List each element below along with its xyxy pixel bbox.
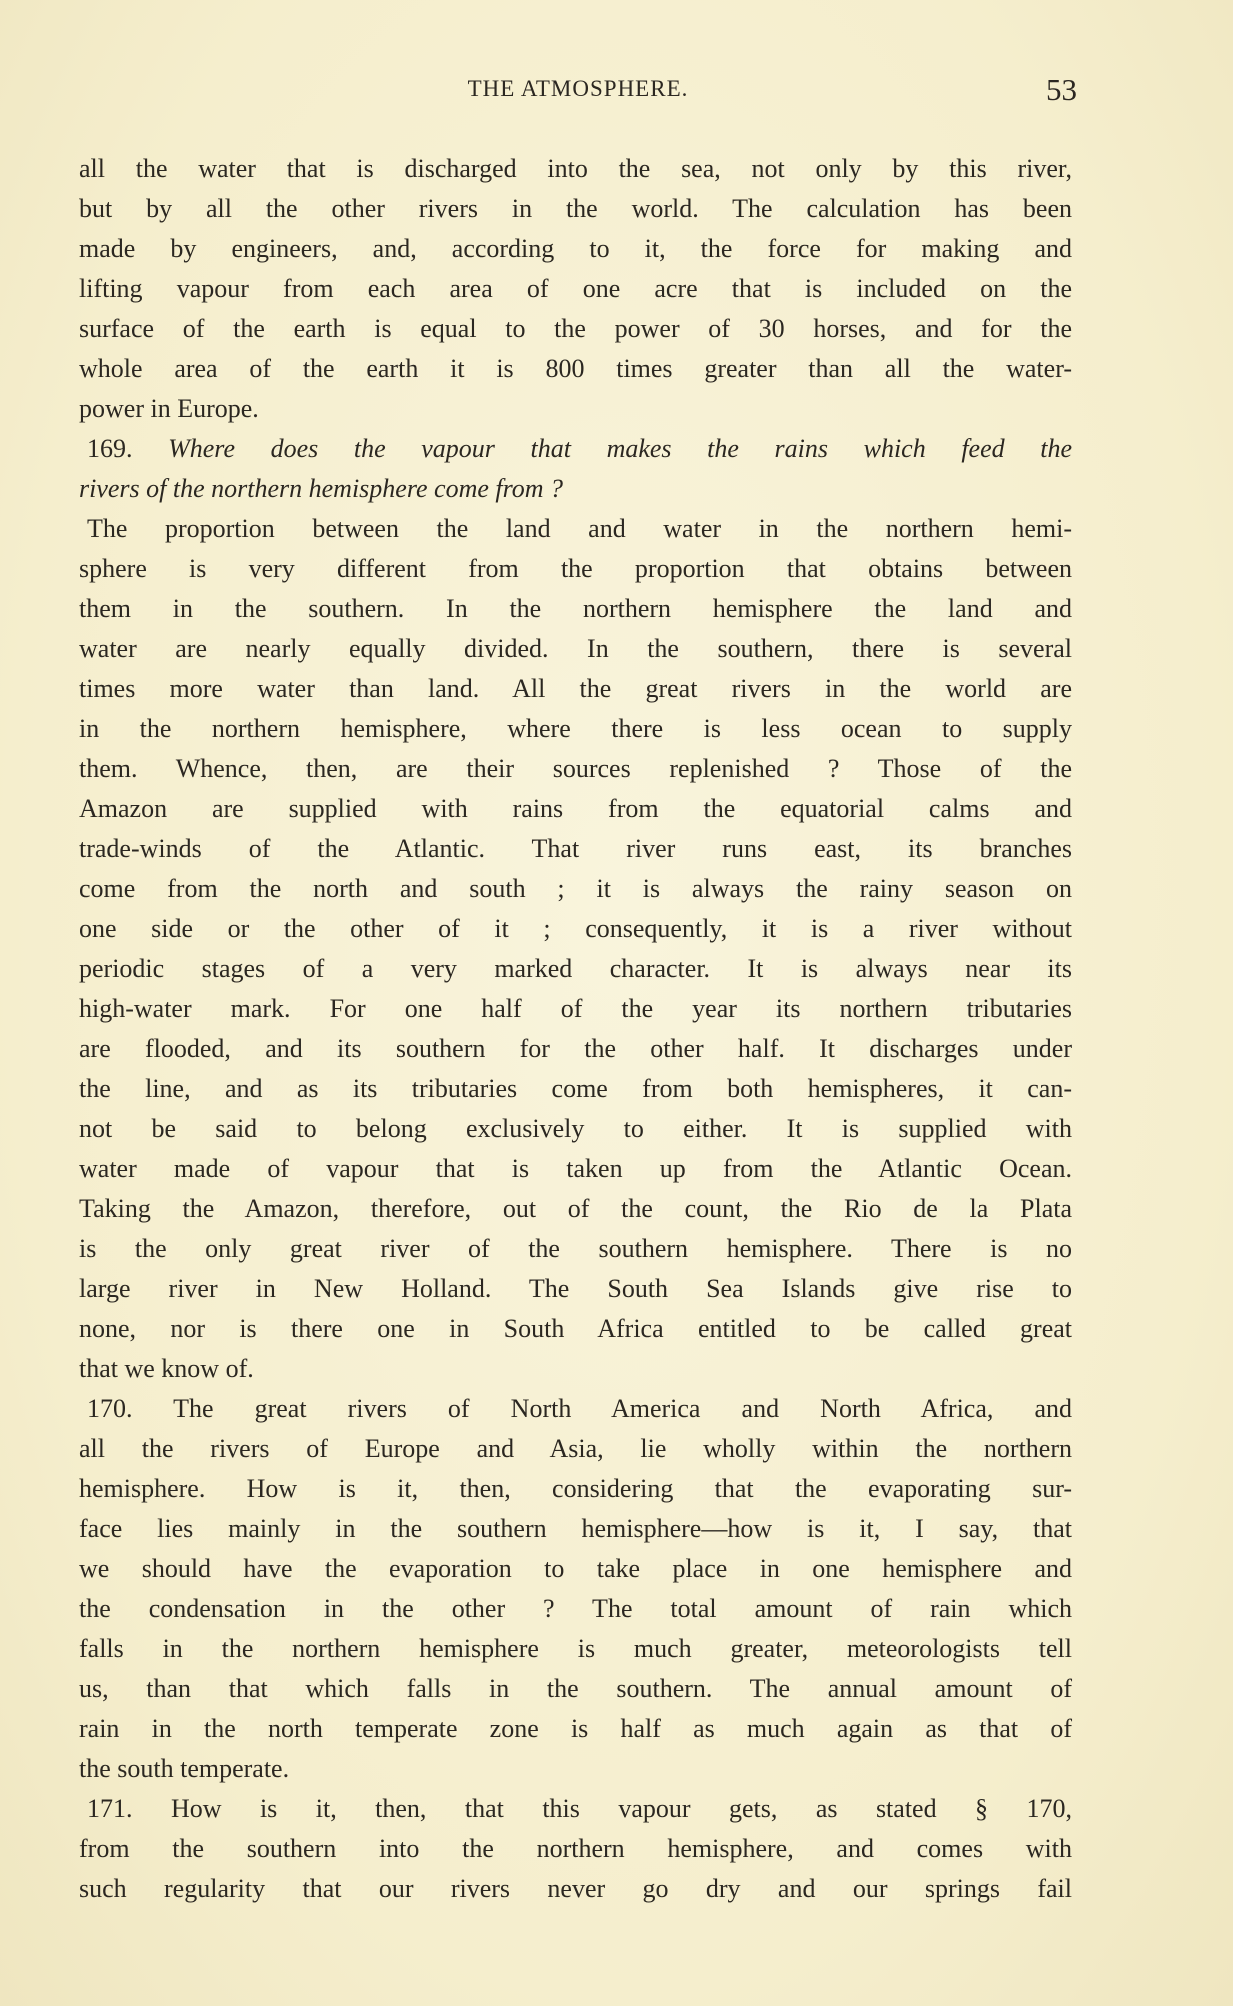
text-line — [79, 829, 1072, 869]
line-text: the south temperate. — [79, 1754, 290, 1783]
italic-question-text: Where does the vapour that makes the rains which feed the — [168, 434, 1072, 463]
text-line — [79, 1629, 1072, 1669]
text-line — [79, 1509, 1072, 1549]
text-line — [79, 1149, 1072, 1189]
text-line — [79, 1669, 1072, 1709]
text-line — [79, 1069, 1072, 1109]
text-line — [79, 469, 1072, 509]
line-text: made by engineers, and, according to it, the force for making and — [79, 234, 1072, 263]
text-line — [79, 1469, 1072, 1509]
text-line — [79, 1229, 1072, 1269]
text-line — [79, 1749, 1072, 1789]
text-line — [79, 389, 1072, 429]
line-text: lifting vapour from each area of one acre that is included on the — [79, 274, 1072, 303]
text-line — [79, 749, 1072, 789]
line-text: The proportion between the land and water in the northern hemi- — [87, 514, 1072, 543]
text-line — [79, 909, 1072, 949]
line-text: that we know of. — [79, 1354, 254, 1383]
line-text: falls in the northern hemisphere is much greater, meteorologists tell — [79, 1634, 1072, 1663]
line-text: power in Europe. — [79, 394, 259, 423]
text-line — [79, 1189, 1072, 1229]
line-text: 170. The great rivers of North America and North Africa, and — [87, 1394, 1072, 1423]
text-line — [79, 309, 1072, 349]
line-text: large river in New Holland. The South Sea Islands give rise to — [79, 1274, 1072, 1303]
line-text: water are nearly equally divided. In the southern, there is several — [79, 634, 1072, 663]
text-line — [79, 549, 1072, 589]
line-text: is the only great river of the southern hemisphere. There is no — [79, 1234, 1072, 1263]
line-text: rain in the north temperate zone is half as much again as that of — [79, 1714, 1072, 1743]
text-line — [79, 789, 1072, 829]
line-text: all the rivers of Europe and Asia, lie wholly within the northern — [79, 1434, 1072, 1463]
text-line — [79, 149, 1072, 189]
text-line — [79, 349, 1072, 389]
text-line — [79, 509, 1072, 549]
page-number: 53 — [1046, 72, 1077, 107]
text-line — [79, 1869, 1072, 1909]
line-text: such regularity that our rivers never go dry and our springs fail — [79, 1874, 1072, 1903]
text-line — [79, 709, 1072, 749]
line-text: high-water mark. For one half of the year its northern tributaries — [79, 994, 1072, 1023]
text-line — [79, 1789, 1072, 1829]
text-line — [79, 629, 1072, 669]
line-text: hemisphere. How is it, then, considering that the evaporating sur- — [79, 1474, 1072, 1503]
line-text: Taking the Amazon, therefore, out of the count, the Rio de la Plata — [79, 1194, 1072, 1223]
line-text: water made of vapour that is taken up from the Atlantic Ocean. — [79, 1154, 1072, 1183]
text-line — [79, 989, 1072, 1029]
text-line — [79, 949, 1072, 989]
line-text: the condensation in the other ? The total amount of rain which — [79, 1594, 1072, 1623]
running-title: THE ATMOSPHERE. — [467, 76, 689, 101]
text-line — [79, 429, 1072, 469]
text-line — [79, 1029, 1072, 1069]
line-text: come from the north and south ; it is always the rainy season on — [79, 874, 1072, 903]
line-text: 169. — [87, 434, 133, 463]
text-line — [79, 1269, 1072, 1309]
text-line — [79, 1709, 1072, 1749]
italic-question-text: rivers of the northern hemisphere come from ? — [79, 474, 564, 503]
text-line — [79, 1309, 1072, 1349]
line-text: not be said to belong exclusively to either. It is supplied with — [79, 1114, 1072, 1143]
line-text: we should have the evaporation to take place in one hemisphere and — [79, 1554, 1072, 1583]
line-text: one side or the other of it ; consequently, it is a river without — [79, 914, 1072, 943]
text-line — [79, 1349, 1072, 1389]
text-line — [79, 1549, 1072, 1589]
line-text: face lies mainly in the southern hemisphere—how is it, I say, that — [79, 1514, 1072, 1543]
text-line — [79, 269, 1072, 309]
line-text: from the southern into the northern hemisphere, and comes with — [79, 1834, 1072, 1863]
line-text: us, than that which falls in the southern. The annual amount of — [79, 1674, 1072, 1703]
text-line — [79, 1389, 1072, 1429]
line-text: the line, and as its tributaries come from both hemispheres, it can- — [79, 1074, 1072, 1103]
text-line — [79, 589, 1072, 629]
line-text: are flooded, and its southern for the other half. It discharges under — [79, 1034, 1072, 1063]
line-text: in the northern hemisphere, where there is less ocean to supply — [79, 714, 1072, 743]
line-text: sphere is very different from the proportion that obtains between — [79, 554, 1072, 583]
line-text: none, nor is there one in South Africa entitled to be called great — [79, 1314, 1072, 1343]
text-line — [79, 1429, 1072, 1469]
text-line — [79, 1829, 1072, 1869]
line-text: trade-winds of the Atlantic. That river runs east, its branches — [79, 834, 1072, 863]
line-text: Amazon are supplied with rains from the equatorial calms and — [79, 794, 1072, 823]
line-text: them. Whence, then, are their sources replenished ? Those of the — [79, 754, 1072, 783]
text-line — [79, 869, 1072, 909]
body-text — [79, 149, 1072, 1909]
line-text: them in the southern. In the northern hemisphere the land and — [79, 594, 1072, 623]
line-text: but by all the other rivers in the world. The calculation has been — [79, 194, 1072, 223]
line-text: periodic stages of a very marked character. It is always near its — [79, 954, 1072, 983]
line-text: 171. How is it, then, that this vapour gets, as stated § 170, — [87, 1794, 1072, 1823]
text-line — [79, 669, 1072, 709]
text-line — [79, 189, 1072, 229]
text-line — [79, 1589, 1072, 1629]
line-text: times more water than land. All the great rivers in the world are — [79, 674, 1072, 703]
line-text: all the water that is discharged into the sea, not only by this river, — [79, 154, 1072, 183]
line-text: surface of the earth is equal to the power of 30 horses, and for the — [79, 314, 1072, 343]
text-line — [79, 1109, 1072, 1149]
text-line — [79, 229, 1072, 269]
line-text: whole area of the earth it is 800 times greater than all the water- — [79, 354, 1072, 383]
page-header — [79, 72, 1077, 108]
